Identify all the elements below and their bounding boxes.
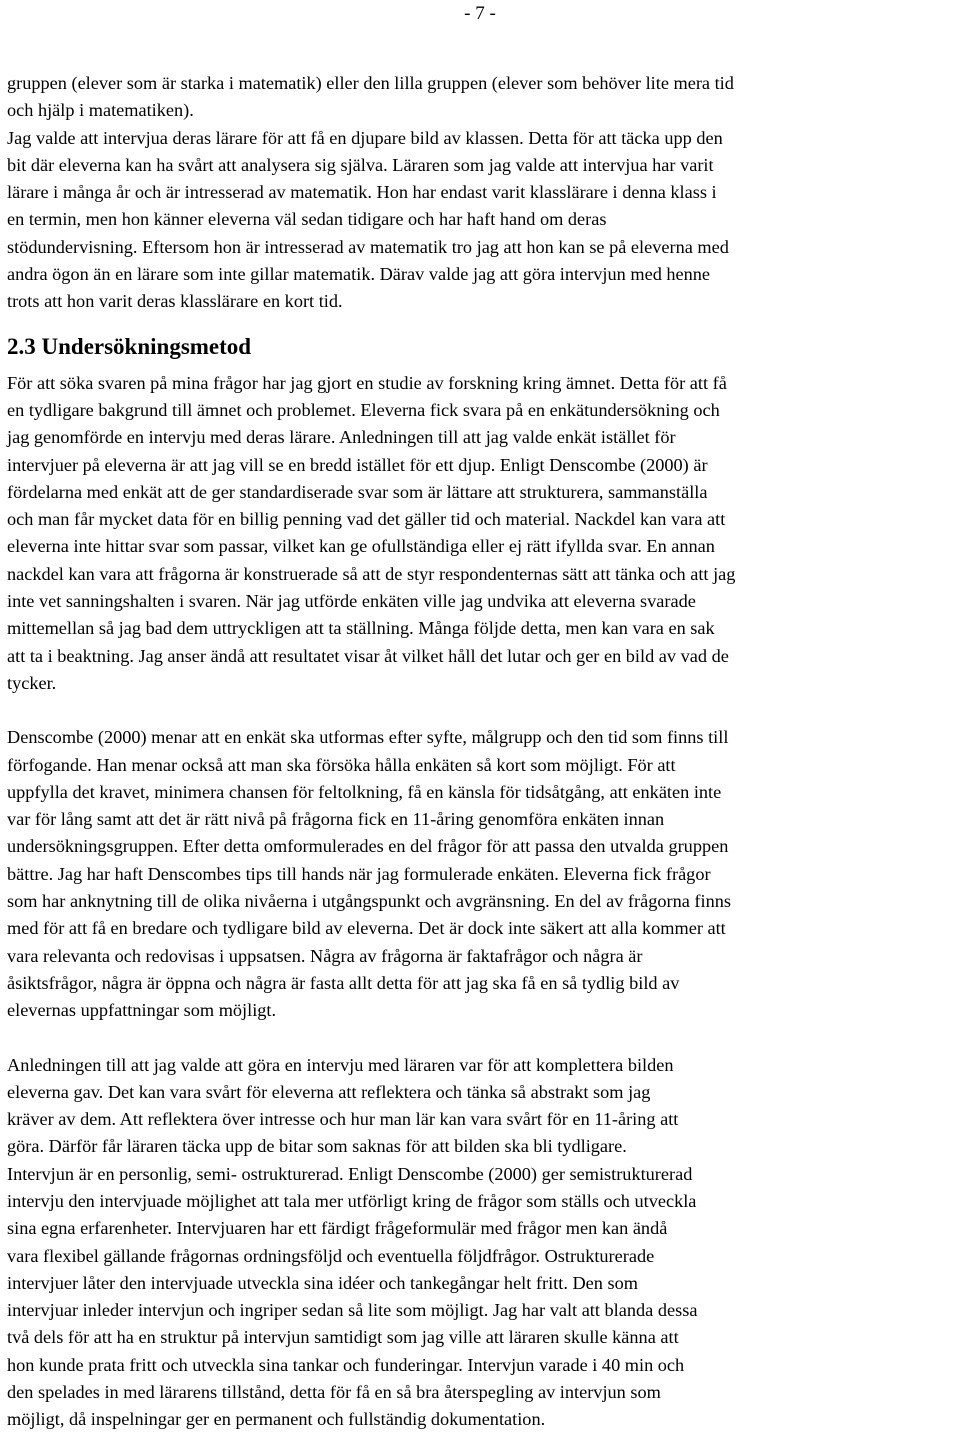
text-line: undersökningsgruppen. Efter detta omformulerades en del frågor för att passa den utvalda gruppen: [7, 836, 729, 857]
text-line: två dels för att ha en struktur på intervjun samtidigt som jag ville att läraren skulle känna att: [7, 1327, 679, 1348]
text-line: och man får mycket data för en billig penning vad det gäller tid och material. Nackdel kan vara att: [7, 509, 726, 530]
section-heading: 2.3 Undersökningsmetod: [7, 333, 252, 359]
paragraph-3: [7, 724, 953, 1024]
text-line: andra ögon än en lärare som inte gillar matematik. Därav valde jag att göra intervjun med henne: [7, 264, 711, 285]
paragraph-4: [7, 1052, 953, 1434]
text-line: uppfylla det kravet, minimera chansen för feltolkning, få en känsla för tidsåtgång, att enkäten inte: [7, 781, 722, 802]
text-line: Intervjun är en personlig, semi- ostrukturerad. Enligt Denscombe (2000) ger semistrukturerad: [7, 1163, 693, 1184]
text-line: eleverna inte hittar svar som passar, vilket kan ge ofullständiga eller ej rätt ifyllda svar. En annan: [7, 536, 715, 557]
text-line: att ta i beaktning. Jag anser ändå att resultatet visar åt vilket håll det lutar och ger en bild av vad de: [7, 645, 729, 666]
text-line: intervjuer låter den intervjuade utveckla sina idéer och tankegångar helt fritt. Den som: [7, 1272, 638, 1293]
text-line: förfogande. Han menar också att man ska försöka hålla enkäten så kort som möjligt. För att: [7, 754, 676, 775]
text-line: kräver av dem. Att reflektera över intresse och hur man lär kan vara svårt för en 11-åring att: [7, 1109, 679, 1130]
text-line: inte vet sanningshalten i svaren. När jag utförde enkäten ville jag undvika att eleverna svarade: [7, 591, 696, 612]
text-line: trots att hon varit deras klasslärare en kort tid.: [7, 291, 343, 312]
text-line: Denscombe (2000) menar att en enkät ska utformas efter syfte, målgrupp och den tid som finns till: [7, 727, 729, 748]
text-line: den spelades in med lärarens tillstånd, detta för få en så bra återspegling av intervjun som: [7, 1382, 661, 1403]
text-line: tycker.: [7, 672, 57, 693]
text-line: bättre. Jag har haft Denscombes tips till hands när jag formulerade enkäten. Eleverna fick frågor: [7, 863, 711, 884]
text-line: vara relevanta och redovisas i uppsatsen. Några av frågorna är faktafrågor och några är: [7, 945, 643, 966]
text-line: intervjuar inleder intervjun och ingriper sedan så lite som möjligt. Jag har valt att blanda dessa: [7, 1300, 698, 1321]
text-line: jag genomförde en intervju med deras lärare. Anledningen till att jag valde enkät istället för: [7, 427, 676, 448]
text-line: som har anknytning till de olika nivåerna i utgångspunkt och avgränsning. En del av frågorna finns: [7, 891, 731, 912]
text-line: sina egna erfarenheter. Intervjuaren har ett färdigt frågeformulär med frågor men kan ändå: [7, 1218, 668, 1239]
text-line: eleverna gav. Det kan vara svårt för eleverna att reflektera och tänka så abstrakt som jag: [7, 1081, 651, 1102]
text-line: Jag valde att intervjua deras lärare för att få en djupare bild av klassen. Detta för att täcka upp den: [7, 127, 723, 148]
text-line: och hjälp i matematiken).: [7, 100, 194, 121]
text-line: För att söka svaren på mina frågor har jag gjort en studie av forskning kring ämnet. Detta för att få: [7, 372, 727, 393]
text-line: stödundervisning. Eftersom hon är intresserad av matematik tro jag att hon kan se på eleverna med: [7, 236, 729, 257]
text-line: med för att få en bredare och tydligare bild av eleverna. Det är dock inte säkert att alla kommer att: [7, 918, 726, 939]
paragraph-2: [7, 370, 953, 698]
page-number: - 7 -: [464, 3, 496, 24]
paragraph-1: [7, 70, 953, 316]
text-line: åsiktsfrågor, några är öppna och några är fasta allt detta för att jag ska få en så tydlig bild av: [7, 972, 680, 993]
text-line: var för lång samt att det är rätt nivå på frågorna fick en 11-åring genomföra enkäten innan: [7, 809, 665, 830]
text-line: hon kunde prata fritt och utveckla sina tankar och funderingar. Intervjun varade i 40 min och: [7, 1354, 685, 1375]
text-line: mittemellan så jag bad dem uttryckligen att ta ställning. Många följde detta, men kan vara en sak: [7, 618, 715, 639]
text-line: Anledningen till att jag valde att göra en intervju med läraren var för att komplettera bilden: [7, 1054, 674, 1075]
text-line: vara flexibel gällande frågornas ordningsföljd och eventuella följdfrågor. Ostrukturerade: [7, 1245, 655, 1266]
text-line: elevernas uppfattningar som möjligt.: [7, 1000, 277, 1021]
text-line: fördelarna med enkät att de ger standardiserade svar som är lättare att strukturera, sammanställa: [7, 481, 708, 502]
document-body: [7, 70, 953, 1434]
text-line: nackdel kan vara att frågorna är konstruerade så att de styr respondenternas sätt att tänka och att jag: [7, 563, 736, 584]
text-line: bit där eleverna kan ha svårt att analysera sig själva. Läraren som jag valde att intervjua har varit: [7, 154, 714, 175]
text-line: intervju den intervjuade möjlighet att tala mer utförligt kring de frågor som ställs och utveckla: [7, 1190, 697, 1211]
text-line: göra. Därför får läraren täcka upp de bitar som saknas för att bilden ska bli tydligare.: [7, 1136, 627, 1157]
text-line: en termin, men hon känner eleverna väl sedan tidigare och har haft hand om deras: [7, 209, 607, 230]
text-line: möjligt, då inspelningar ger en permanent och fullständig dokumentation.: [7, 1409, 546, 1430]
text-line: en tydligare bakgrund till ämnet och problemet. Eleverna fick svara på en enkätundersökning och: [7, 399, 720, 420]
text-line: lärare i många år och är intresserad av matematik. Hon har endast varit klasslärare i denna klass i: [7, 182, 717, 203]
text-line: intervjuer på eleverna är att jag vill se en bredd istället för ett djup. Enligt Denscombe (2000) är: [7, 454, 708, 475]
text-line: gruppen (elever som är starka i matematik) eller den lilla gruppen (elever som behöver lite mera tid: [7, 73, 734, 93]
